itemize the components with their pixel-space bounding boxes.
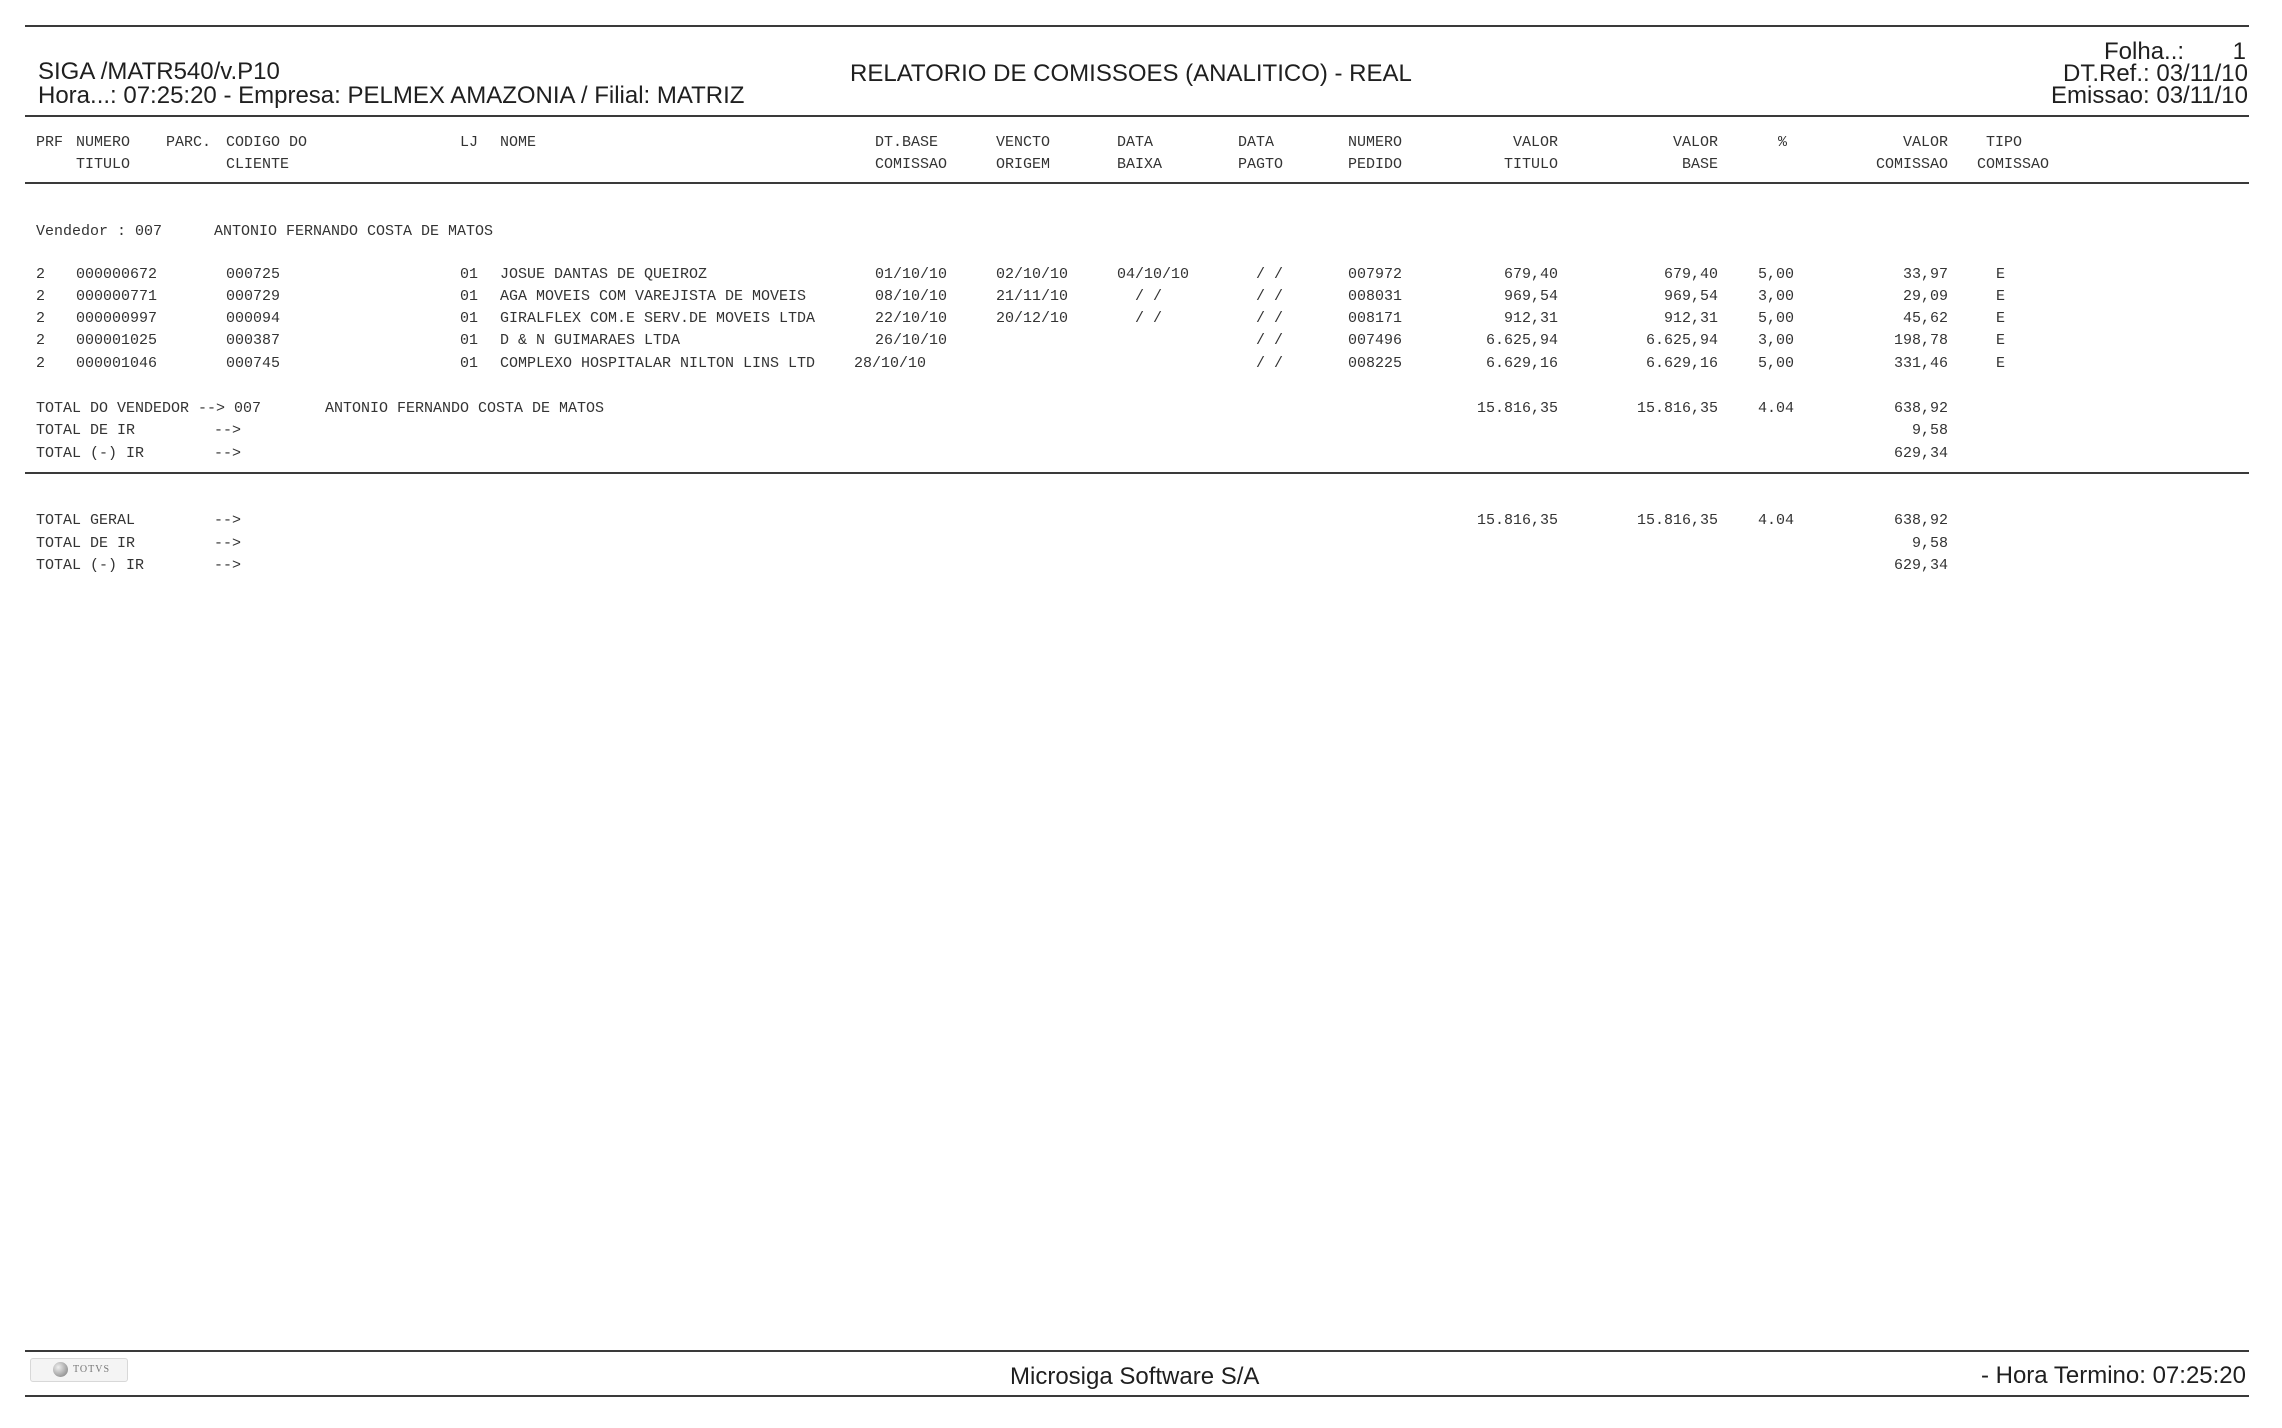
col-codigo: CODIGO DO	[226, 134, 308, 151]
cell-valor-titulo: 969,54	[1503, 288, 1558, 305]
cell-valor-base: 679,40	[1663, 266, 1718, 283]
cell-dtbase: 28/10/10	[854, 355, 927, 372]
col-pedido: PEDIDO	[1348, 156, 1403, 173]
vendor-total-label: TOTAL DO VENDEDOR --> 007	[36, 400, 262, 417]
col-pct: %	[1778, 134, 1788, 151]
cell-prf: 2	[36, 288, 46, 305]
cell-valor-base: 912,31	[1663, 310, 1718, 327]
cell-lj: 01	[460, 266, 479, 283]
hora-empresa: Hora...: 07:25:20 - Empresa: PELMEX AMAZONIA / Filial: MATRIZ	[38, 82, 745, 109]
grand-ir-arrow: -->	[214, 535, 242, 552]
col-numero-pedido: NUMERO	[1348, 134, 1403, 151]
col-numero: NUMERO	[76, 134, 131, 151]
grand-total-arrow: -->	[214, 512, 242, 529]
table-row	[0, 311, 2282, 333]
cell-numero: 000000672	[76, 266, 158, 283]
cell-valor-titulo: 6.629,16	[1485, 355, 1558, 372]
col-baixa: BAIXA	[1117, 156, 1163, 173]
cell-nome: GIRALFLEX COM.E SERV.DE MOVEIS LTDA	[500, 310, 816, 327]
col-pagto: PAGTO	[1238, 156, 1284, 173]
vendor-total-valor-base: 15.816,35	[1636, 400, 1718, 417]
cell-tipo: E	[1996, 355, 2006, 372]
logo-ball-icon	[53, 1362, 68, 1377]
cell-baixa: 04/10/10	[1117, 266, 1190, 283]
cell-prf: 2	[36, 355, 46, 372]
grand-total-valor-titulo: 15.816,35	[1476, 512, 1558, 529]
header-rule	[25, 115, 2249, 117]
cell-valor-titulo: 6.625,94	[1485, 332, 1558, 349]
vendor-ir-label: TOTAL DE IR	[36, 422, 136, 439]
cell-nome: JOSUE DANTAS DE QUEIROZ	[500, 266, 708, 283]
grand-total-label: TOTAL GERAL	[36, 512, 136, 529]
cell-pct: 5,00	[1758, 310, 1795, 327]
col-titulo-2: TITULO	[1503, 156, 1558, 173]
cell-baixa: / /	[1135, 310, 1163, 327]
cell-pct: 3,00	[1758, 332, 1795, 349]
vendor-minus-ir-label: TOTAL (-) IR	[36, 445, 145, 462]
vendor-ir-row	[0, 423, 2282, 445]
cell-codigo: 000729	[226, 288, 281, 305]
grand-total-valor-base: 15.816,35	[1636, 512, 1718, 529]
col-prf: PRF	[36, 134, 64, 151]
cell-pedido: 008225	[1348, 355, 1403, 372]
totvs-logo	[30, 1358, 128, 1382]
grand-minus-ir-label: TOTAL (-) IR	[36, 557, 145, 574]
col-valor-comissao: VALOR	[1902, 134, 1948, 151]
cell-vencto: 20/12/10	[996, 310, 1069, 327]
grand-total-pct: 4.04	[1758, 512, 1795, 529]
cell-dtbase: 01/10/10	[875, 266, 948, 283]
totals-rule	[25, 472, 2249, 474]
cell-codigo: 000745	[226, 355, 281, 372]
col-vencto: VENCTO	[996, 134, 1051, 151]
vendor-total-name: ANTONIO FERNANDO COSTA DE MATOS	[325, 400, 605, 417]
cell-lj: 01	[460, 332, 479, 349]
cell-prf: 2	[36, 332, 46, 349]
col-valor-base: VALOR	[1672, 134, 1718, 151]
cell-nome: D & N GUIMARAES LTDA	[500, 332, 681, 349]
col-data-pagto: DATA	[1238, 134, 1275, 151]
footer-company: Microsiga Software S/A	[1010, 1363, 1260, 1390]
cell-tipo: E	[1996, 332, 2006, 349]
cell-prf: 2	[36, 310, 46, 327]
dt-ref: DT.Ref.: 03/11/10	[2063, 60, 2248, 87]
table-row	[0, 356, 2282, 378]
cell-codigo: 000725	[226, 266, 281, 283]
table-row	[0, 267, 2282, 289]
grand-minus-ir-arrow: -->	[214, 557, 242, 574]
column-rule	[25, 182, 2249, 184]
cell-dtbase: 26/10/10	[875, 332, 948, 349]
vendor-total-pct: 4.04	[1758, 400, 1795, 417]
footer-bottom-rule	[25, 1395, 2249, 1397]
cell-numero: 000001025	[76, 332, 158, 349]
folha-value: 1	[2232, 38, 2246, 65]
footer-hora-termino: - Hora Termino: 07:25:20	[1980, 1362, 2246, 1389]
report-title: RELATORIO DE COMISSOES (ANALITICO) - REAL	[850, 60, 1412, 87]
grand-minus-ir-value: 629,34	[1893, 557, 1948, 574]
cell-pct: 5,00	[1758, 355, 1795, 372]
cell-baixa: / /	[1135, 288, 1163, 305]
vendor-total-comissao: 638,92	[1893, 400, 1948, 417]
cell-pagto: / /	[1256, 355, 1284, 372]
col-tipo: TIPO	[1986, 134, 2023, 151]
vendor-ir-value: 9,58	[1911, 422, 1948, 439]
cell-nome: AGA MOVEIS COM VAREJISTA DE MOVEIS	[500, 288, 807, 305]
cell-tipo: E	[1996, 288, 2006, 305]
cell-pagto: / /	[1256, 266, 1284, 283]
cell-valor-comissao: 29,09	[1902, 288, 1948, 305]
vendor-minus-ir-value: 629,34	[1893, 445, 1948, 462]
col-base: BASE	[1681, 156, 1718, 173]
col-valor-titulo: VALOR	[1512, 134, 1558, 151]
cell-valor-titulo: 679,40	[1503, 266, 1558, 283]
cell-codigo: 000387	[226, 332, 281, 349]
col-cliente: CLIENTE	[226, 156, 290, 173]
grand-total-comissao: 638,92	[1893, 512, 1948, 529]
cell-valor-comissao: 45,62	[1902, 310, 1948, 327]
cell-pedido: 007496	[1348, 332, 1403, 349]
cell-valor-base: 6.625,94	[1645, 332, 1718, 349]
cell-valor-base: 6.629,16	[1645, 355, 1718, 372]
logo-text: TOTVS	[73, 1364, 111, 1375]
cell-valor-comissao: 198,78	[1893, 332, 1948, 349]
vendedor-name: ANTONIO FERNANDO COSTA DE MATOS	[214, 223, 494, 240]
grand-total-row	[0, 513, 2282, 535]
vendor-minus-ir-row	[0, 446, 2282, 468]
cell-tipo: E	[1996, 266, 2006, 283]
col-vencto-origem: ORIGEM	[996, 156, 1051, 173]
cell-pedido: 008031	[1348, 288, 1403, 305]
emissao: Emissao: 03/11/10	[2050, 82, 2248, 109]
cell-pct: 5,00	[1758, 266, 1795, 283]
cell-lj: 01	[460, 355, 479, 372]
folha-label: Folha..:	[2104, 38, 2185, 65]
cell-numero: 000000771	[76, 288, 158, 305]
grand-ir-label: TOTAL DE IR	[36, 535, 136, 552]
cell-nome: COMPLEXO HOSPITALAR NILTON LINS LTD	[500, 355, 816, 372]
cell-pagto: / /	[1256, 332, 1284, 349]
col-tipo-comissao: COMISSAO	[1977, 156, 2050, 173]
cell-numero: 000000997	[76, 310, 158, 327]
col-lj: LJ	[460, 134, 479, 151]
cell-vencto: 21/11/10	[996, 288, 1069, 305]
vendedor-label: Vendedor : 007	[36, 223, 163, 240]
cell-numero: 000001046	[76, 355, 158, 372]
cell-prf: 2	[36, 266, 46, 283]
cell-valor-comissao: 331,46	[1893, 355, 1948, 372]
cell-valor-base: 969,54	[1663, 288, 1718, 305]
cell-dtbase: 22/10/10	[875, 310, 948, 327]
vendor-ir-arrow: -->	[214, 422, 242, 439]
cell-dtbase: 08/10/10	[875, 288, 948, 305]
cell-codigo: 000094	[226, 310, 281, 327]
col-dtbase: DT.BASE	[875, 134, 939, 151]
col-data-baixa: DATA	[1117, 134, 1154, 151]
footer-top-rule	[25, 1350, 2249, 1352]
col-dtbase-comissao: COMISSAO	[875, 156, 948, 173]
cell-valor-titulo: 912,31	[1503, 310, 1558, 327]
cell-tipo: E	[1996, 310, 2006, 327]
table-row	[0, 333, 2282, 355]
cell-vencto: 02/10/10	[996, 266, 1069, 283]
col-nome: NOME	[500, 134, 537, 151]
col-titulo: TITULO	[76, 156, 131, 173]
cell-pagto: / /	[1256, 310, 1284, 327]
top-rule	[25, 25, 2249, 27]
grand-ir-row	[0, 536, 2282, 558]
cell-pct: 3,00	[1758, 288, 1795, 305]
grand-ir-value: 9,58	[1911, 535, 1948, 552]
cell-valor-comissao: 33,97	[1902, 266, 1948, 283]
cell-lj: 01	[460, 310, 479, 327]
vendor-total-row	[0, 401, 2282, 423]
table-row	[0, 289, 2282, 311]
cell-pedido: 008171	[1348, 310, 1403, 327]
cell-pagto: / /	[1256, 288, 1284, 305]
vendor-minus-ir-arrow: -->	[214, 445, 242, 462]
program-id: SIGA /MATR540/v.P10	[38, 58, 280, 85]
col-comissao: COMISSAO	[1875, 156, 1948, 173]
vendor-total-valor-titulo: 15.816,35	[1476, 400, 1558, 417]
col-parc: PARC.	[166, 134, 212, 151]
cell-pedido: 007972	[1348, 266, 1403, 283]
cell-lj: 01	[460, 288, 479, 305]
grand-minus-ir-row	[0, 558, 2282, 580]
